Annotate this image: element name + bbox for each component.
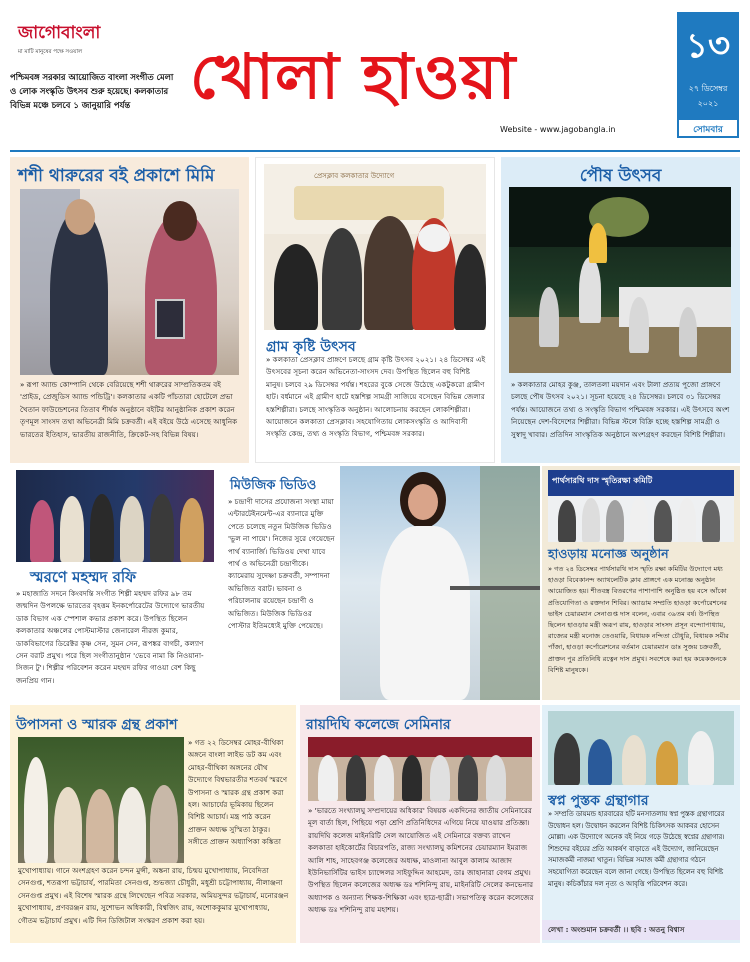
person (30, 500, 54, 562)
date-month: ২৭ ডিসেম্বর (688, 84, 728, 93)
page-header (0, 0, 750, 150)
article-body: » রূপা অ্যান্ড কোম্পানি থেকে বেরিয়েছে শশী থারুরের সাম্প্রতিকতম বই 'প্রাইড, প্রেজুডিস অ্যান্ড পন্ডিট্রি'। কলকাতার একটি পাঁচতারা হোটেলে প্রভা খৈতান ফাউন্ডেশনের তিতাব শীর্ষক অনুষ্ঠানে বইটির আনুষ্ঠানিক প্রকাশ করেন তৃণমূল সাংসদ তথা অভিনেত্রী মিমি চক্রবর্তী। এই বইয়ে উঠে এসেছে আধুনিক ভারতের ইতিহাস, ভারতীয় রাজনীতি, ক্রিকেট-সহ বিভিন্ন বিষয়। (20, 380, 238, 439)
statue-backdrop (480, 466, 540, 700)
person (702, 500, 720, 542)
howrah-photo (548, 470, 734, 542)
article-body: » গত ২২ ডিসেম্বর মোহর-বীথিকা অঙ্গনে বাংলা লাইভ ডট কম এবং মোহর-বীথিকা অঙ্গনের যৌথ উদ্যোগে বিশ্বভারতীর শতবর্ষ স্মরণে উপাসনা ও স্মারক গ্রন্থ প্রকাশ করা হল। আচার্যের ভূমিকায় ছিলেন বিশিষ্ট আচার্য। মন্ত্র পাঠ করেন প্রাক্তন অধ্যক্ষ সুস্মিতা ঠাকুর। সঙ্গীতে প্রাক্তন অধ্যাপিকা কঙ্কিতা (188, 738, 288, 847)
person-head (65, 199, 95, 235)
person (274, 244, 318, 330)
person (180, 498, 204, 562)
person (622, 735, 646, 785)
header-intro: পশ্চিমবঙ্গ সরকার আয়োজিত বাংলা সংগীত মেলা ও লোক সংস্কৃতি উৎসব শুরু হয়েছে। কলকাতার বিভিন্ন মঞ্চে চলবে ১ জানুয়ারি পর্যন্ত (10, 72, 174, 110)
poush-photo (509, 187, 731, 373)
article-body: » গত ২৪ ডিসেম্বর পার্থসারথি দাস স্মৃতি রক্ষা কমিটির উদ্যোগে মধ্য হাওড়া বিবেকানন্দ অ্যাথলেটিক ক্লাব প্রাঙ্গণে এক মনোজ্ঞ অনুষ্ঠান আয়োজিত হয়। শীতবস্ত্র বিতরণের পাশাপাশি অনুষ্ঠিত হয় বসে আঁকো প্রতিযোগিতা ও রক্তদান শিবির। অ্যাডাম সম্প্রতি হাওড়া কর্পোরেশনের ভাইস চেয়ারম্যান সেনাগুপ্ত দাস বলেন, এবার ৩৯তম বর্ষ। উপস্থিত ছিলেন হাওড়ার মন্ত্রী অরূপ রায়, হাওড়ার সাংসদ প্রসূন বন্দ্যোপাধ্যায়, রাজ্যের মন্ত্রী মনোজ তেওয়ারি, বিধায়ক নন্দিতা চৌধুরি, বিধায়ক সমীর পাঁজা, হাওড়া কর্পোরেশনের বর্তমান চেয়ারম্যান ডাঃ সুজয় চক্রবর্তী, প্রাক্তন পুর প্রতিনিধি রত্নেন দাস প্রমুখ। সবশেষে করা হয় কয়েকজনকে বিশিষ্ট মানুষকে। (548, 565, 729, 674)
article-title: হাওড়ায় মনোজ্ঞ অনুষ্ঠান (548, 546, 669, 561)
acrobat (579, 257, 601, 323)
masthead-title: খোলা হাওয়া (190, 40, 517, 113)
date-box (677, 12, 739, 138)
music-video-photo (340, 466, 540, 700)
person (630, 498, 648, 542)
tharoor-photo (20, 189, 239, 375)
header-divider (10, 150, 740, 152)
article-title: গ্রাম কৃষ্টি উৎসব (266, 339, 356, 355)
article-title: মিউজিক ভিডিও (230, 478, 317, 493)
raidighi-photo (308, 737, 532, 801)
person (402, 755, 422, 801)
person (486, 755, 506, 801)
date-year: ২০২১ (697, 99, 719, 108)
person (118, 787, 146, 863)
article-rafi (10, 466, 220, 700)
acrobat (589, 223, 607, 263)
person (454, 244, 486, 330)
article-body: » চন্দ্রাণী দাসের প্রযোজনা সংস্থা মায়া এন্টারটেইনমেন্ট-এর ব্যানারে মুক্তি পেতে চলেছে নতুন মিউজিক ভিডিও 'ভুল না পায়ে'। নিজের সুরে গেয়েছেন পার্থ ব্যানার্জি। ভিডিওয় দেখা যাবে পার্থ ও অভিনেত্রী চন্দ্রাণীকে। ক্যামেরায় সুদেষ্ণা চক্রবর্তী, সম্পাদনা অভিজিত বরাট। ভাবনা ও পরিচালনায় রয়েছেন চন্দ্রাণী ও অভিজিত। মিউজিক ভিডিওর পোস্টার ইতিমধ্যেই মুক্তি পেয়েছে। (228, 497, 335, 631)
person (678, 498, 696, 542)
child (656, 741, 678, 785)
article-body: » কলকাতা প্রেসক্লাব প্রাঙ্গণে চলছে গ্রাম কৃষ্টি উৎসব ২০২১। ২৪ ডিসেম্বর এই উৎসবের সূচনা করেন অভিনেতা-সাংসদ দেব। উপস্থিত ছিলেন বহু বিশিষ্ট মানুষ। চলবে ২৯ ডিসেম্বর পর্যন্ত। শহরের বুকে সেজে উঠেছে একটুকরো গ্রামীণ হাট। বর্ধমানে এই গ্রামীণ হাটে হস্তশিল্প সামগ্রী সাজিয়ে বসেছেন বিভিন্ন জেলার হস্তশিল্পীরা। চলছে সাংস্কৃতিক অনুষ্ঠান। আলোচনায় করছেন লোকশিল্পীরা। আয়োজনে কলকাতা প্রেসক্লাব। সহযোগিতায় লোকসংস্কৃতি ও আদিবাসী সংস্কৃতি কেন্দ্র, তথ্য ও সংস্কৃতি বিভাগ, পশ্চিমবঙ্গ সরকার। (266, 355, 486, 439)
article-swapna (542, 705, 740, 943)
person (86, 789, 114, 863)
person (120, 496, 144, 562)
person (60, 496, 84, 562)
person (588, 739, 612, 785)
gram-krishti-photo (264, 164, 486, 330)
person (458, 755, 478, 801)
santa-beard (418, 224, 450, 252)
person-head (163, 201, 197, 241)
banner-text: পার্থসারথি দাস স্মৃতিরক্ষা কমিটি (552, 476, 653, 485)
article-body: » কলকাতার মোহর কুঞ্জ, তালতলা ময়দান এবং টালা প্রত্যয় পুজো প্রাঙ্গণে চলছে পৌষ উৎসব ২০২১। সূচনা হয়েছে ২৪ ডিসেম্বর। চলবে ৩১ ডিসেম্বর পর্যন্ত। আয়োজনে তথ্য ও সংস্কৃতি বিভাগ পশ্চিমবঙ্গ সরকার। এই উৎসবে অংশ নিয়েছেন দেশ-বিদেশের শিল্পীরা। বিভিন্ন স্টলে বিক্রি হচ্ছে হস্তশিল্প সামগ্রী ও সুস্বাদু খাবার। প্রতিদিন সাংস্কৃতিক অনুষ্ঠানে অংশগ্রহণ করছেন বিশিষ্ট শিল্পীরা। (511, 380, 730, 439)
article-body: » 'ভারতে সংখ্যালঘু সম্প্রদায়ের অধিকার' বিষয়ক একদিনের জাতীয় সেমিনারের মূল বার্তা ছিল, পিছিয়ে পড়া শ্রেণি প্রতিনিধিদের এগিয়ে নিয়ে যাওয়ার প্রতিজ্ঞা। রায়দিঘি কলেজ মাইনরিটি সেল আয়োজিত এই সেমিনারে বক্তব্য রাখেন কলকাতা হাইকোর্টের বিচারপতি, রাজ্য সংখ্যালঘু কমিশনের চেয়ারম্যান ইমরাজ আলি শাহ, সাহেবগঞ্জ কলেজের অধ্যক্ষ, মাওলানা আবুল কালাম আজাদ ইউনিভার্সিটির ভাইস চ্যান্সেলর সাইফুদ্দিন আহমেদ, ডাঃ জাহানারা বেগম প্রমুখ। উপস্থিত ছিলেন কলেজের অধ্যক্ষ ডঃ শশিনিন্দু রায়, মাইনরিটি সেলের কনভেনার অধ্যাপক ও অন্যান্য শিক্ষক-শিক্ষিকা এবং ছাত্র-ছাত্রী। সভাপতিত্ব করেন কলেজের অধ্যক্ষ ডঃ শশিনিন্দু রায় মহাশয়। (308, 806, 534, 915)
person (54, 787, 82, 863)
acrobat (629, 297, 649, 353)
article-music-video (222, 466, 540, 700)
issue-number: ১৩ (685, 26, 731, 66)
article-title: উপাসনা ও স্মারক গ্রন্থ প্রকাশ (16, 717, 178, 733)
swapna-photo (548, 711, 734, 785)
logo-text: জাগোবাংলা (18, 23, 101, 43)
person (654, 500, 672, 542)
person (582, 498, 600, 542)
credit-line: লেখা : অংশুমান চক্রবর্তী ।। ছবি : অতনু বিশ্বাস (542, 920, 740, 940)
article-body: » সম্প্রতি ডায়মন্ড হারবারের হটি মনসাতলায় স্বপ্ন পুস্তক গ্রন্থাগারের উদ্বোধন হল। উদ্বোধন করলেন বিশিষ্ট চিকিৎসক আকবর হোসেন মোল্লা। এক উদ্যোগে অনেক বই নিয়ে গড়ে উঠেছে স্বপ্নের গ্রন্থাগার। শিশুদের বইয়ের প্রতি আকর্ষণ বাড়াতে এই উদ্যোগ, জানিয়েছেন সমাজকর্মী নাজমা খাতুন। বিভিন্ন সমাজ কর্মী গ্রন্থাগার গঠনে সহযোগিতা করেছেন বলে জানা গেছে। উপস্থিত ছিলেন বহু বিশিষ্ট মানুষ। কচিকাঁচার দল নৃত্য ও আবৃত্তি পরিবেশন করে। (548, 810, 725, 888)
article-body-continued: মুখোপাধ্যায়। গানে অংশগ্রহণ করেন চন্দন মুন্সী, অঙ্কনা রায়, চিন্ময় মুখোপাধ্যায়, নিবেদিতা সেনগুপ্ত, শতরূপা ভট্টাচার্য, পারমিতা সেনগুপ্ত, শুভজ্যা চৌধুরী, মধুশ্রী চট্টোপাধ্যায়, নীলাঞ্জনা সেনগুপ্ত প্রমুখ। এই বিশেষ স্মারক গ্রন্থে লিখেছেন পবিত্র সরকার, অমিয়সুন্দর ভট্টাচার্য, মনোরঞ্জন মুখোপাধ্যায়, প্রণবরঞ্জন রায়, সুশোভন অধিকারী, বিশ্বজিৎ রায়, অশোককুমার মুখোপাধ্যায়, গৌতম ভট্টাচার্য প্রমুখ। এটি দিন ডিজিটাল সংস্করণ প্রকাশ করা হয়। (18, 866, 289, 925)
article-title: পৌষ উৎসব (579, 166, 662, 186)
person (374, 755, 394, 801)
article-upasana (10, 705, 296, 943)
person (318, 755, 338, 801)
acrobat (679, 307, 697, 357)
stage-banner (308, 737, 532, 757)
rafi-photo (16, 470, 214, 562)
date-day: সোমবার (677, 118, 739, 138)
person (150, 494, 174, 562)
logo-tagline: মা মাটি মানুষের পক্ষে সওয়াল (18, 49, 83, 55)
article-title: রায়দিঘি কলেজে সেমিনার (306, 717, 451, 733)
article-title: স্মরণে মহম্মদ রফি (30, 568, 137, 586)
article-howrah (542, 466, 740, 700)
upasana-photo (18, 737, 184, 863)
article-raidighi (300, 705, 540, 943)
person (430, 755, 450, 801)
person (322, 228, 362, 330)
person (90, 494, 114, 562)
person (24, 757, 48, 863)
website-link[interactable]: Website - www.jagobangla.in (500, 125, 616, 134)
acrobat (539, 287, 559, 347)
railing (450, 586, 540, 590)
person (558, 500, 576, 542)
banner-text: প্রেসক্লাব কলকাতার উদ্যোগে (314, 172, 395, 180)
article-poush-utsav (501, 157, 740, 463)
banner-title-block (294, 186, 444, 220)
person (150, 785, 178, 863)
article-tharoor (10, 157, 249, 463)
person (346, 755, 366, 801)
article-body: » মহাজাতি সদনে কিংবদন্তি সংগীত শিল্পী মহম্মদ রফির ৯৮ তম জন্মদিন উপলক্ষে ভারতের বৃহত্তম ইনকর্পোরেটের উদ্যোগে ভারতীয় ডাক বিভাগ এক স্পেশাল কভার প্রকাশ করে। উপস্থিত ছিলেন কলকাতার অঞ্চলের পোস্টমাস্টার জেনারেল নীরজ কুমার, ডাকবিভাগের ডিরেক্টর কৃষ্ণ সেন, সুমন সেন, রূপঙ্কর বাগচী, কল্যাণ সেন বরাট প্রমুখ। পরে ছিল সংগীতানুষ্ঠান 'ভেবে নামা কি নিওয়ানা-সিজন টু'। শিল্পীর পরিবেশন করেন মহম্মদ রফির গাওয়া বেশ কিছু জনপ্রিয় গান। (16, 589, 205, 685)
white-dress (380, 526, 470, 700)
person (554, 733, 580, 785)
person (606, 500, 624, 542)
person-dev (364, 216, 416, 330)
book-cover (155, 299, 185, 339)
article-title: স্বপ্ন পুস্তক গ্রন্থাগার (548, 793, 649, 809)
jagobangla-logo[interactable] (18, 20, 118, 57)
article-gram-krishti (255, 157, 495, 463)
person-face (408, 484, 438, 520)
article-title: শশী থারুরের বই প্রকাশে মিমি (18, 166, 215, 186)
person (688, 731, 714, 785)
